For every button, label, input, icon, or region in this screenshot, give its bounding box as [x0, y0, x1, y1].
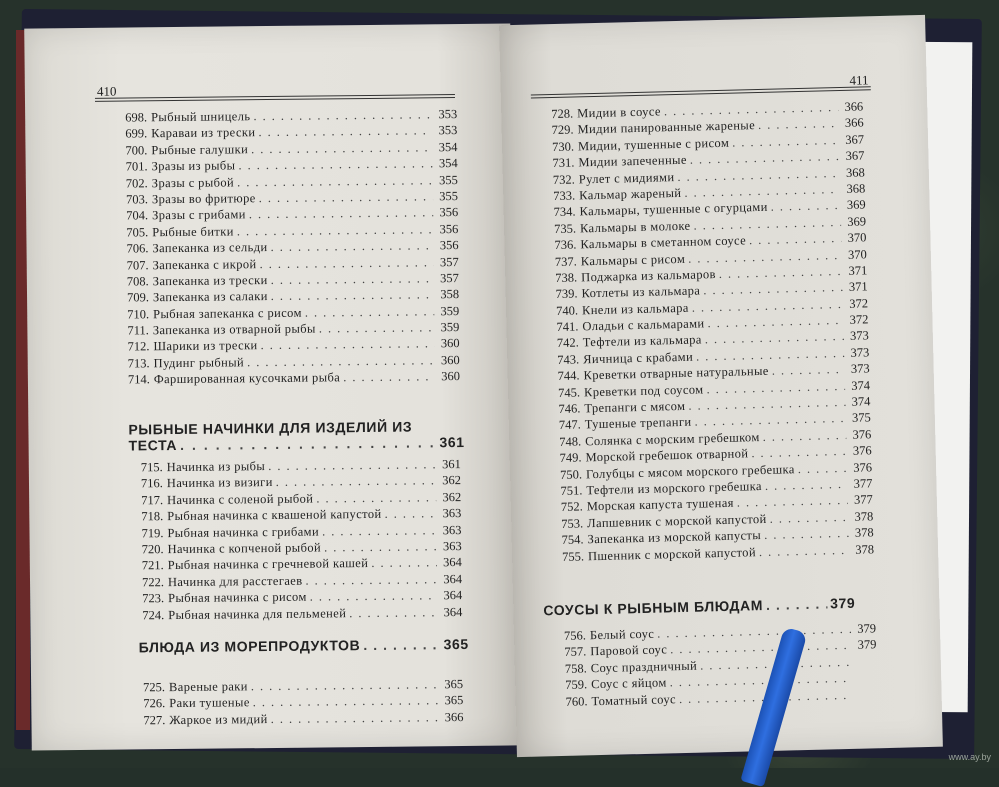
left-page: [24, 23, 518, 750]
entry-number: 724.: [142, 607, 165, 622]
entry-page: 364: [443, 604, 463, 619]
entry-title: Морская капуста тушеная: [586, 496, 735, 514]
leader-dots: [765, 476, 848, 494]
entry-number: 705.: [126, 225, 149, 240]
entry-number: 753.: [561, 516, 584, 531]
entry-page: 371: [848, 263, 868, 278]
entry-title: Запеканка из сельди: [152, 240, 268, 256]
entry-title: Пудинг рыбный: [153, 355, 245, 371]
leader-dots: [759, 541, 849, 560]
entry-title: Рыбные битки: [152, 224, 234, 239]
entry-page: 354: [438, 139, 458, 155]
entry-number: 745.: [557, 385, 581, 400]
entry-title: Вареные раки: [168, 679, 248, 695]
entry-number: 701.: [125, 159, 148, 174]
entry-title: Запеканка с икрой: [152, 256, 257, 272]
toc-list: [143, 676, 463, 729]
entry-number: 739.: [555, 286, 578, 302]
entry-number: 733.: [553, 188, 576, 203]
entry-page: 378: [854, 509, 874, 524]
entry-title: Котлеты из кальмара: [581, 283, 701, 301]
entry-number: 699.: [125, 126, 148, 141]
entry-number: 740.: [555, 303, 579, 318]
leader-dots: [268, 456, 436, 474]
entry-title: Кальмары, тушенные с огурцами: [579, 200, 768, 219]
entry-title: Запеканка из салаки: [152, 289, 268, 305]
entry-number: 743.: [557, 352, 580, 367]
entry-number: 703.: [125, 192, 148, 207]
entry-title: Томатный соус: [591, 691, 677, 708]
entry-number: 708.: [126, 274, 149, 289]
leader-dots: [180, 434, 437, 453]
page-number: 410: [96, 83, 117, 99]
entry-number: 727.: [143, 712, 166, 728]
entry-title: Зразы во фритюре: [151, 191, 256, 207]
leader-dots: [253, 693, 439, 711]
entry-number: 702.: [125, 175, 148, 191]
entry-page: 373: [850, 361, 870, 377]
entry-page: 365: [444, 677, 464, 692]
entry-page: 378: [854, 525, 874, 540]
toc-list: [551, 98, 874, 564]
leader-dots: [271, 709, 439, 727]
leader-dots: [258, 123, 432, 141]
entry-page: 376: [853, 459, 873, 475]
leader-dots: [276, 473, 436, 491]
entry-title: Белый соус: [589, 626, 655, 643]
entry-number: 712.: [127, 339, 150, 354]
header-rule: [95, 94, 455, 102]
toc-list: [125, 106, 460, 388]
header-rule: [531, 86, 871, 98]
entry-number: 729.: [551, 122, 574, 138]
entry-title: Кнели из кальмара: [581, 300, 689, 318]
toc-list: [141, 456, 463, 623]
entry-page: 366: [844, 99, 864, 114]
entry-page: 363: [442, 506, 462, 521]
entry-title: Тушеные трепанги: [584, 415, 692, 432]
section-heading-line1: РЫБНЫЕ НАЧИНКИ ДЛЯ ИЗДЕЛИЙ ИЗ: [128, 418, 413, 438]
leader-dots: [251, 139, 433, 157]
entry-number: 742.: [556, 335, 579, 351]
leader-dots: [238, 155, 432, 173]
entry-page: 356: [439, 238, 459, 253]
entry-number: 732.: [552, 172, 575, 187]
leader-dots: [769, 509, 848, 527]
leader-dots: [798, 460, 848, 478]
entry-page: 369: [846, 197, 866, 213]
entry-number: 751.: [560, 483, 583, 498]
entry-title: Оладьи с кальмарами: [582, 316, 705, 334]
leader-dots: [771, 197, 841, 215]
entry-title: Зразы с рыбой: [151, 174, 235, 190]
entry-page: 370: [847, 230, 867, 245]
section-heading-text: СОУСЫ К РЫБНЫМ БЛЮДАМ: [543, 597, 764, 619]
entry-title: Мидии в соусе: [577, 104, 662, 121]
section-heading: [139, 636, 469, 655]
entry-number: 759.: [565, 677, 588, 693]
leader-dots: [343, 369, 435, 386]
entry-number: 731.: [552, 155, 575, 171]
entry-page: 379: [857, 637, 877, 653]
entry-page: 376: [852, 443, 872, 458]
entry-number: 706.: [126, 241, 149, 256]
entry-number: 723.: [142, 591, 165, 606]
leader-dots: [271, 287, 434, 305]
leader-dots: [762, 427, 846, 445]
entry-page: 364: [443, 588, 463, 603]
entry-title: Начинка из визиги: [166, 475, 273, 491]
entry-title: Раки тушеные: [169, 695, 250, 711]
leader-dots: [371, 555, 437, 572]
entry-number: 744.: [557, 368, 580, 384]
entry-page: 363: [442, 538, 462, 554]
entry-page: 356: [439, 221, 459, 236]
entry-title: Рыбная запеканка с рисом: [153, 305, 302, 321]
entry-title: Начинка с копченой рыбой: [167, 540, 322, 557]
entry-page: 372: [849, 312, 869, 327]
entry-number: 741.: [556, 319, 579, 335]
entry-number: 720.: [141, 542, 164, 557]
entry-page: 356: [439, 205, 459, 220]
entry-number: 707.: [126, 257, 149, 273]
entry-number: 737.: [554, 254, 577, 269]
entry-title: Тефтели из морского гребешка: [586, 479, 763, 498]
entry-page: 368: [845, 164, 865, 180]
entry-number: 719.: [141, 525, 164, 540]
entry-page: 359: [440, 320, 460, 335]
entry-page: 357: [440, 270, 459, 286]
entry-page: 378: [855, 541, 875, 557]
leader-dots: [305, 303, 435, 321]
entry-page: 358: [440, 287, 460, 302]
leader-dots: [772, 361, 845, 379]
entry-title: Тефтели из кальмара: [582, 332, 702, 350]
page-number: 411: [849, 72, 869, 88]
entry-title: Рыбная начинка для пельменей: [168, 605, 347, 622]
entry-number: 716.: [140, 476, 163, 491]
entry-number: 711.: [127, 323, 149, 338]
entry-title: Яичница с крабами: [583, 349, 694, 367]
entry-number: 715.: [140, 460, 163, 475]
entry-number: 746.: [558, 401, 581, 417]
entry-title: Запеканка из морской капусты: [587, 528, 762, 547]
leader-dots: [271, 270, 434, 288]
entry-page: 360: [441, 369, 460, 384]
entry-page: 373: [850, 345, 870, 360]
right-page: [499, 15, 943, 757]
entry-title: Солянка с морским гребешком: [585, 429, 760, 449]
entry-title: Рыбная начинка с рисом: [168, 589, 307, 606]
entry-title: Запеканка из отварной рыбы: [152, 321, 316, 338]
entry-title: Запеканка из трески: [152, 272, 268, 289]
entry-page: 374: [851, 378, 871, 393]
entry-title: Кальмары в молоке: [579, 218, 691, 236]
entry-page: 363: [442, 522, 462, 537]
section-heading: [128, 418, 464, 454]
entry-page: 367: [845, 148, 865, 164]
toc-entry: [143, 709, 463, 729]
leader-dots: [259, 254, 433, 272]
entry-page: 362: [442, 473, 462, 488]
entry-number: 749.: [559, 450, 582, 466]
entry-title: Трепанги с мясом: [584, 398, 686, 416]
entry-title: Начинка из рыбы: [166, 459, 266, 475]
entry-title: Кальмар жареный: [579, 185, 682, 203]
leader-dots: [259, 188, 434, 206]
entry-title: Морской гребешок отварной: [585, 446, 749, 465]
leader-dots: [253, 106, 432, 124]
leader-dots: [363, 636, 440, 653]
leader-dots: [261, 336, 435, 354]
section-page: 379: [829, 594, 856, 612]
leader-dots: [305, 571, 437, 589]
entry-number: 734.: [553, 204, 576, 220]
entry-title: Зразы с грибами: [152, 207, 246, 223]
entry-number: 730.: [551, 139, 575, 154]
entry-title: Рыбная начинка с гречневой кашей: [167, 556, 369, 573]
entry-page: 369: [847, 214, 867, 229]
entry-title: Лапшевник с морской капустой: [587, 511, 767, 531]
entry-number: 704.: [126, 208, 149, 223]
entry-title: Рыбный шницель: [150, 109, 251, 125]
entry-number: 748.: [559, 434, 582, 449]
entry-page: 377: [853, 492, 873, 508]
entry-title: Начинка с соленой рыбой: [166, 491, 314, 507]
leader-dots: [310, 587, 438, 605]
entry-number: 735.: [553, 221, 577, 236]
entry-page: 364: [443, 571, 463, 586]
entry-page: [855, 665, 877, 666]
entry-title: Креветки под соусом: [583, 382, 704, 399]
leader-dots: [251, 676, 438, 694]
entry-number: 756.: [563, 628, 587, 643]
entry-number: 726.: [143, 696, 166, 711]
entry-page: 362: [442, 489, 462, 504]
toc-list: [564, 620, 878, 710]
entry-page: 361: [441, 457, 461, 472]
entry-page: 355: [439, 172, 458, 187]
entry-page: 370: [847, 246, 867, 262]
entry-title: Паровой соус: [590, 642, 668, 659]
entry-page: 357: [439, 254, 459, 269]
leader-dots: [316, 489, 436, 507]
entry-title: Соус с яйцом: [590, 675, 667, 692]
leader-dots: [324, 538, 437, 556]
entry-number: 725.: [143, 680, 166, 695]
entry-title: Кальмары с рисом: [580, 251, 686, 268]
section-heading: [543, 595, 855, 619]
entry-number: 747.: [558, 417, 581, 433]
leader-dots: [766, 595, 828, 612]
entry-number: 754.: [561, 532, 584, 548]
entry-number: 736.: [554, 237, 577, 253]
leader-dots: [384, 505, 436, 522]
leader-dots: [319, 319, 435, 337]
entry-page: 364: [443, 555, 462, 570]
entry-page: 367: [845, 132, 865, 147]
leader-dots: [758, 115, 839, 133]
entry-title: Рыбная начинка с грибами: [167, 524, 320, 540]
entry-page: 372: [849, 296, 869, 311]
leader-dots: [237, 172, 433, 190]
entry-page: 366: [844, 115, 864, 131]
entry-title: Начинка для расстегаев: [167, 573, 303, 589]
watermark: www.ay.by: [948, 752, 991, 762]
leader-dots: [270, 237, 433, 255]
entry-number: 714.: [127, 372, 150, 387]
entry-number: 709.: [126, 290, 150, 305]
entry-page: 354: [438, 156, 458, 171]
entry-number: 760.: [565, 693, 588, 709]
entry-title: Рыбные галушки: [151, 142, 249, 158]
entry-page: 374: [851, 394, 871, 409]
entry-number: 728.: [551, 106, 574, 122]
entry-page: 373: [849, 328, 869, 344]
leader-dots: [349, 604, 437, 621]
entry-page: 353: [438, 123, 458, 138]
entry-page: 368: [846, 181, 866, 196]
entry-number: 713.: [127, 356, 150, 371]
leader-dots: [249, 205, 434, 223]
entry-number: 752.: [560, 499, 583, 515]
entry-title: Караваи из трески: [151, 125, 256, 141]
entry-number: 710.: [127, 306, 150, 322]
entry-title: Рулет с мидиями: [578, 169, 675, 186]
entry-title: Мидии, тушенные с рисом: [577, 135, 730, 154]
entry-title: Соус праздничный: [590, 658, 698, 676]
entry-page: [855, 681, 877, 682]
section-heading-text: ТЕСТА: [128, 436, 178, 454]
leader-dots: [322, 522, 437, 540]
entry-page: [856, 698, 878, 699]
entry-page: 360: [440, 336, 460, 351]
entry-number: 755.: [561, 548, 585, 564]
entry-page: 360: [440, 352, 460, 368]
entry-page: 366: [444, 709, 464, 724]
entry-page: 365: [444, 693, 464, 708]
entry-number: 738.: [555, 270, 578, 285]
leader-dots: [247, 352, 435, 370]
entry-title: Фаршированная кусочками рыба: [153, 370, 341, 387]
entry-number: 717.: [141, 492, 164, 508]
entry-page: 359: [440, 303, 460, 318]
section-heading-text: БЛЮДА ИЗ МОРЕПРОДУКТОВ: [138, 637, 361, 656]
entry-number: 718.: [141, 509, 164, 524]
entry-page: 376: [852, 427, 872, 442]
entry-title: Зразы из рыбы: [151, 158, 236, 174]
section-page: 365: [443, 635, 469, 653]
entry-page: 377: [853, 476, 873, 491]
entry-number: 722.: [141, 574, 164, 590]
entry-number: 750.: [559, 467, 583, 482]
entry-page: 375: [851, 410, 871, 426]
entry-page: 353: [438, 107, 458, 122]
entry-title: Шарики из трески: [153, 338, 258, 354]
section-page: 361: [439, 433, 465, 451]
entry-title: Поджарка из кальмаров: [581, 267, 716, 285]
entry-title: Мидии панированные жареные: [577, 118, 756, 137]
entry-page: 379: [857, 621, 877, 636]
toc-entry: [128, 368, 460, 388]
entry-number: 721.: [141, 558, 164, 573]
entry-title: Мидии запеченные: [578, 152, 687, 170]
entry-page: 355: [439, 188, 459, 204]
entry-title: Пшенник с морской капустой: [587, 544, 757, 563]
entry-number: 757.: [564, 644, 587, 660]
entry-number: 758.: [564, 661, 587, 676]
entry-number: 700.: [125, 143, 148, 158]
entry-title: Рыбная начинка с квашеной капустой: [167, 507, 382, 524]
entry-title: Креветки отварные натуральные: [583, 364, 769, 383]
entry-number: 698.: [125, 110, 148, 125]
entry-page: 371: [848, 279, 868, 295]
toc-entry: [142, 604, 462, 624]
entry-title: Голубцы с мясом морского гребешка: [585, 461, 795, 481]
entry-title: Кальмары в сметанном соусе: [580, 233, 747, 252]
entry-title: Жаркое из мидий: [169, 711, 268, 727]
